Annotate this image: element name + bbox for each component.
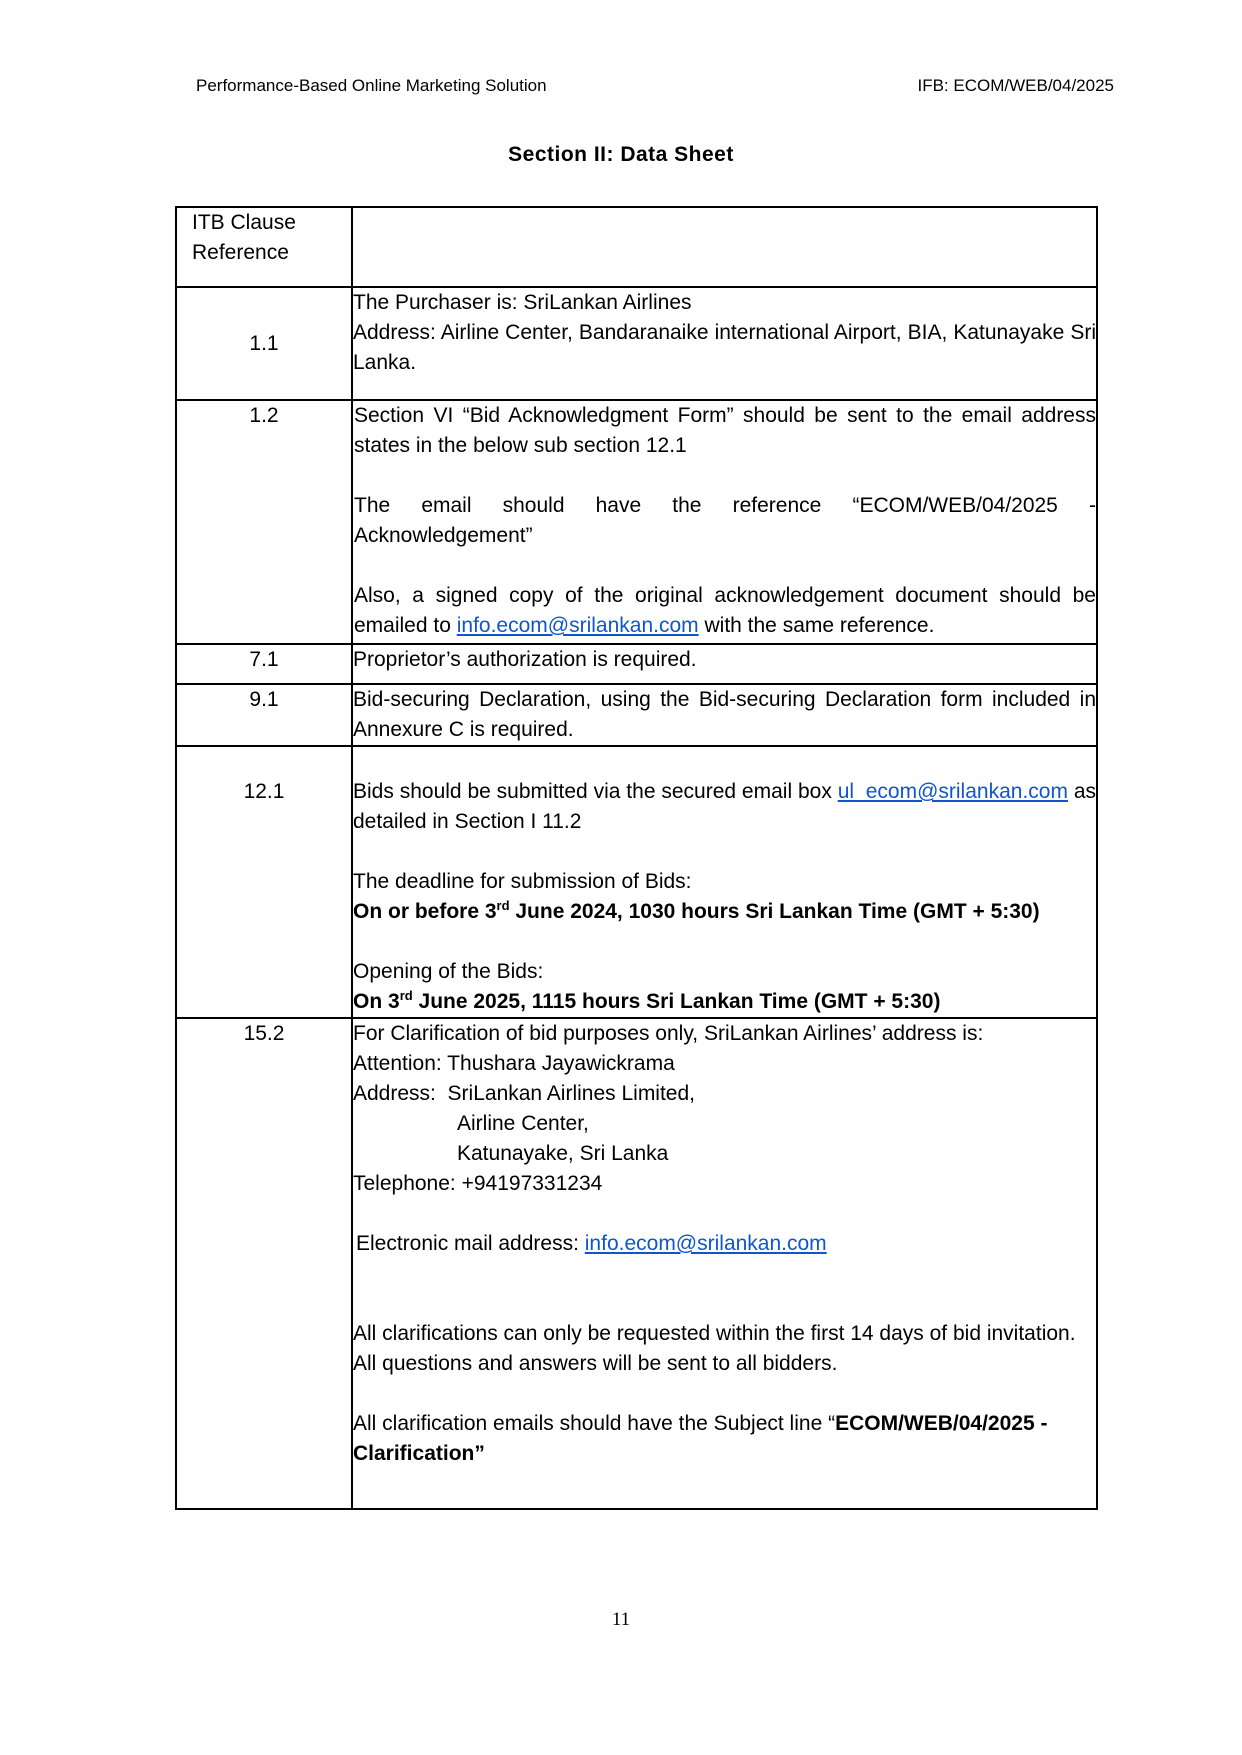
clause-ref <box>176 400 352 644</box>
data-sheet-table <box>175 206 1098 1510</box>
clause-content <box>352 746 1097 1018</box>
deadline-label: The deadline for submission of Bids: <box>353 870 692 893</box>
attention-line: Attention: Thushara Jayawickrama <box>353 1052 675 1075</box>
answers-line: All questions and answers will be sent to all bidders. <box>353 1352 838 1375</box>
subject-line-paragraph: All clarification emails should have the Subject line “ECOM/WEB/04/2025 - Clarification” <box>353 1412 1048 1465</box>
header-document-title: Performance-Based Online Marketing Solution <box>196 76 547 95</box>
clause-ref-text: 1.2 <box>249 404 279 427</box>
clause-ref <box>176 684 352 746</box>
clause-ref <box>176 287 352 400</box>
table-row-9-1 <box>176 684 1097 746</box>
address-block: Address: SriLankan Airlines Limited, <box>353 1082 696 1105</box>
clause-content <box>352 400 1097 644</box>
clause-ref <box>176 1018 352 1509</box>
clause-content: Proprietor’s authorization is required. <box>352 644 1097 684</box>
address-line: Katunayake, Sri Lanka <box>457 1142 669 1165</box>
clause-ref <box>176 746 352 1018</box>
acknowledgment-paragraph: Section VI “Bid Acknowledgment Form” should be sent to the email address states in the below sub section 12.1 <box>354 404 1096 457</box>
header-ifb-reference: IFB: ECOM/WEB/04/2025 <box>917 76 1114 95</box>
clause-ref <box>176 644 352 684</box>
opening-value: On 3rd June 2025, 1115 hours Sri Lankan Time (GMT + 5:30) <box>353 988 941 1013</box>
signed-copy-paragraph: Also, a signed copy of the original acknowledgement document should be emailed to info.ecom@srilankan.com with the same reference. <box>354 584 1096 637</box>
clarification-intro: For Clarification of bid purposes only, SriLankan Airlines’ address is: <box>353 1022 984 1045</box>
content-column-header <box>352 207 1097 287</box>
table-row-7-1 <box>176 644 1097 684</box>
table-row-1-1 <box>176 287 1097 400</box>
email-line: Electronic mail address: info.ecom@srilankan.com <box>356 1232 827 1255</box>
table-header-row <box>176 207 1097 287</box>
reference-paragraph: The email should have the reference “ECOM/WEB/04/2025 - Acknowledgement” <box>354 494 1096 547</box>
page-number: 11 <box>611 1609 631 1630</box>
deadline-value: On or before 3rd June 2024, 1030 hours Sri Lankan Time (GMT + 5:30) <box>353 898 1040 923</box>
table-row-12-1 <box>176 746 1097 1018</box>
clause-content <box>352 1018 1097 1509</box>
purchaser-address: Address: Airline Center, Bandaranaike international Airport, BIA, Katunayake Sri Lanka. <box>353 321 1096 374</box>
telephone-line: Telephone: +94197331234 <box>353 1172 603 1195</box>
table-row-15-2 <box>176 1018 1097 1509</box>
clause-content: Bid-securing Declaration, using the Bid-securing Declaration form included in Annexure C is required. <box>352 684 1097 746</box>
clause-ref-text: 15.2 <box>243 1022 285 1045</box>
clause-content <box>352 287 1097 400</box>
clarification-window-paragraph: All clarifications can only be requested within the first 14 days of bid invitation. <box>353 1322 1076 1345</box>
table-row-1-2 <box>176 400 1097 644</box>
section-title: Section II: Data Sheet <box>508 143 734 166</box>
submission-paragraph: Bids should be submitted via the secured email box ul_ecom@srilankan.com as detailed in Section I 11.2 <box>353 780 1096 833</box>
address-line: Airline Center, <box>457 1112 589 1135</box>
email-link[interactable]: ul_ecom@srilankan.com <box>837 780 1068 803</box>
opening-label: Opening of the Bids: <box>353 960 544 983</box>
purchaser-line: The Purchaser is: SriLankan Airlines <box>353 291 692 314</box>
clause-ref-text: 1.1 <box>249 331 279 355</box>
email-link[interactable]: info.ecom@srilankan.com <box>456 614 699 637</box>
clause-ref-text: 9.1 <box>249 688 279 711</box>
clause-ref-text: 7.1 <box>249 648 279 671</box>
clause-ref-text: 12.1 <box>243 780 285 803</box>
email-link[interactable]: info.ecom@srilankan.com <box>584 1232 827 1255</box>
ref-column-header: ITB Clause Reference <box>176 207 352 287</box>
